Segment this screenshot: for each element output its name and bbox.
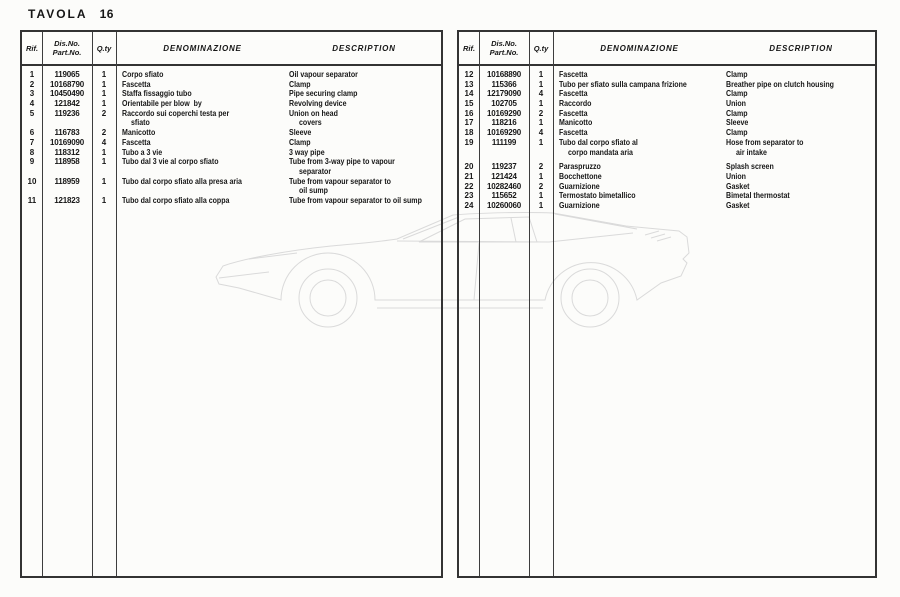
row-names — [116, 99, 441, 109]
page-title — [28, 7, 114, 21]
row-part-number: 116783 — [54, 128, 80, 138]
table-row — [22, 177, 441, 187]
row-description: Sleeve — [289, 128, 312, 138]
row-ref-number: 20 — [464, 162, 474, 172]
row-part-number: 10282460 — [487, 181, 521, 191]
row-part-number: 10450490 — [50, 89, 84, 99]
row-denominazione: Manicotto — [122, 128, 156, 138]
row-quantity: 1 — [538, 99, 544, 109]
row-names — [553, 109, 875, 119]
row-denominazione: Raccordo — [559, 99, 592, 109]
row-description: Sleeve — [726, 118, 749, 128]
row-description: Oil vapour separator — [289, 70, 358, 79]
row-denominazione: Guarnizione — [559, 200, 600, 210]
row-names — [553, 89, 875, 99]
row-part-number: 118216 — [491, 118, 517, 128]
row-part-number: 12179090 — [487, 89, 521, 99]
table-row — [459, 148, 875, 158]
row-ref-number: 1 — [29, 70, 35, 79]
row-names — [116, 177, 441, 187]
table-row — [22, 128, 441, 138]
row-description: Tube from vapour separator to — [289, 176, 391, 186]
row-names — [553, 138, 875, 148]
row-denominazione: Fascetta — [559, 108, 588, 118]
column-header-part-number: Dis.No. Part.No. — [52, 38, 82, 57]
row-denominazione: Corpo sfiato — [122, 70, 164, 79]
row-part-number: 10169290 — [487, 108, 521, 118]
row-denominazione: sfiato — [131, 118, 150, 128]
table-row — [22, 99, 441, 109]
row-ref-number: 10 — [27, 176, 37, 186]
table-row — [22, 138, 441, 148]
row-denominazione: Tubo a 3 vie — [122, 147, 163, 157]
row-names — [116, 128, 441, 138]
row-ref-number — [22, 167, 42, 177]
row-ref-number: 9 — [29, 157, 35, 167]
row-names — [116, 70, 441, 80]
row-ref-number: 16 — [464, 108, 474, 118]
row-part-number: 118958 — [54, 157, 80, 167]
row-part-number: 102705 — [491, 99, 517, 109]
row-quantity: 2 — [538, 108, 544, 118]
row-quantity: 1 — [538, 79, 544, 89]
row-denominazione: Tubo dal corpo sfiato alla coppa — [122, 195, 230, 205]
row-names — [553, 148, 875, 158]
row-ref-number: 19 — [464, 137, 474, 147]
row-quantity — [92, 118, 116, 128]
row-description: separator — [299, 166, 332, 176]
row-denominazione: Guarnizione — [559, 181, 600, 191]
row-quantity: 2 — [538, 181, 544, 191]
row-description: Clamp — [726, 128, 748, 138]
row-ref-number: 13 — [464, 79, 474, 89]
column-header-rif: Rif. — [25, 43, 39, 53]
row-description: Splash screen — [726, 162, 774, 172]
row-description: Breather pipe on clutch housing — [726, 79, 834, 89]
row-denominazione: Fascetta — [122, 137, 151, 147]
column-header-denominazione: DENOMINAZIONE — [600, 43, 679, 53]
row-names — [553, 118, 875, 128]
table-row — [459, 191, 875, 201]
table-header — [459, 32, 875, 66]
row-part-number — [42, 118, 92, 128]
row-names — [553, 191, 875, 201]
row-denominazione: Fascetta — [122, 79, 151, 89]
row-names — [553, 80, 875, 90]
row-part-number — [479, 148, 529, 158]
row-description: Clamp — [726, 108, 748, 118]
row-description: Union — [726, 171, 746, 181]
row-denominazione: Paraspruzzo — [559, 162, 601, 172]
row-quantity: 1 — [101, 157, 107, 167]
column-header-description: DESCRIPTION — [769, 43, 833, 53]
row-part-number: 121424 — [491, 171, 517, 181]
row-description: Pipe securing clamp — [289, 89, 358, 99]
column-header-denominazione: DENOMINAZIONE — [163, 43, 242, 53]
row-denominazione: Tubo dal corpo sfiato al — [559, 137, 638, 147]
row-part-number: 10169290 — [487, 128, 521, 138]
row-denominazione: Bocchettone — [559, 171, 602, 181]
row-quantity: 1 — [101, 176, 107, 186]
table-row — [459, 128, 875, 138]
row-quantity: 1 — [538, 118, 544, 128]
table-rows — [22, 64, 441, 576]
table-row — [22, 157, 441, 167]
parts-table-left — [20, 30, 443, 578]
row-denominazione: Tubo per sfiato sulla campana frizione — [559, 79, 687, 89]
row-denominazione: Tubo dal 3 vie al corpo sfiato — [122, 157, 219, 167]
row-description: Revolving device — [289, 99, 347, 109]
table-rows — [459, 64, 875, 576]
row-ref-number: 3 — [29, 89, 35, 99]
row-description: air intake — [736, 147, 767, 157]
row-denominazione: Fascetta — [559, 89, 588, 99]
row-names — [116, 80, 441, 90]
row-names — [116, 167, 441, 177]
row-denominazione: Fascetta — [559, 70, 588, 79]
row-ref-number: 18 — [464, 128, 474, 138]
row-description: Clamp — [726, 70, 748, 79]
row-quantity: 4 — [101, 137, 107, 147]
row-part-number: 10169090 — [50, 137, 84, 147]
row-quantity: 1 — [538, 171, 544, 181]
row-quantity — [92, 167, 116, 177]
row-quantity: 1 — [101, 147, 107, 157]
table-row — [22, 167, 441, 177]
row-part-number: 115366 — [491, 79, 517, 89]
row-ref-number: 24 — [464, 200, 474, 210]
row-denominazione: Raccordo sui coperchi testa per — [122, 108, 230, 118]
row-names — [553, 99, 875, 109]
row-part-number: 119237 — [491, 162, 517, 172]
row-names — [553, 70, 875, 80]
row-part-number — [42, 167, 92, 177]
row-ref-number: 6 — [29, 128, 35, 138]
table-header — [22, 32, 441, 66]
row-ref-number: 15 — [464, 99, 474, 109]
table-row — [22, 89, 441, 99]
table-row — [459, 182, 875, 192]
row-quantity: 2 — [538, 162, 544, 172]
table-row — [459, 80, 875, 90]
row-names — [553, 172, 875, 182]
row-description: Clamp — [726, 89, 748, 99]
row-quantity: 1 — [538, 137, 544, 147]
row-quantity: 4 — [538, 128, 544, 138]
row-names — [116, 148, 441, 158]
row-names — [553, 201, 875, 211]
row-ref-number: 11 — [27, 195, 37, 205]
row-denominazione: Tubo dal corpo sfiato alla presa aria — [122, 176, 242, 186]
row-ref-number: 2 — [29, 79, 35, 89]
row-part-number: 119236 — [54, 108, 80, 118]
table-row — [22, 109, 441, 119]
row-part-number: 10260060 — [487, 200, 521, 210]
row-ref-number — [22, 118, 42, 128]
row-quantity: 1 — [101, 99, 107, 109]
row-quantity: 1 — [538, 191, 544, 201]
row-quantity: 2 — [101, 128, 107, 138]
row-quantity: 1 — [101, 70, 107, 79]
row-ref-number: 17 — [464, 118, 474, 128]
row-quantity: 4 — [538, 89, 544, 99]
row-ref-number: 7 — [29, 137, 35, 147]
column-header-qty: Q.ty — [533, 43, 549, 53]
row-denominazione: Staffa fissaggio tubo — [122, 89, 192, 99]
row-ref-number — [459, 148, 479, 158]
parts-table-right — [457, 30, 877, 578]
row-names — [553, 182, 875, 192]
row-description: Hose from separator to — [726, 137, 804, 147]
row-part-number: 118959 — [54, 176, 80, 186]
row-denominazione: Orientabile per blow by — [122, 99, 202, 109]
row-ref-number: 4 — [29, 99, 35, 109]
row-quantity: 1 — [101, 195, 107, 205]
table-row — [459, 118, 875, 128]
row-part-number: 10168890 — [487, 70, 521, 79]
table-row — [459, 162, 875, 172]
row-names — [553, 128, 875, 138]
row-names — [553, 162, 875, 172]
table-row — [22, 80, 441, 90]
row-part-number: 111199 — [491, 137, 517, 147]
table-row — [459, 201, 875, 211]
row-denominazione: Manicotto — [559, 118, 593, 128]
table-row — [22, 70, 441, 80]
row-quantity: 1 — [101, 89, 107, 99]
row-names — [116, 138, 441, 148]
row-ref-number — [22, 186, 42, 196]
row-ref-number: 12 — [464, 70, 474, 79]
row-part-number: 10168790 — [50, 79, 84, 89]
row-quantity: 2 — [101, 108, 107, 118]
row-part-number: 121842 — [54, 99, 80, 109]
table-row — [22, 186, 441, 196]
row-names — [116, 186, 441, 196]
row-description: Gasket — [726, 181, 750, 191]
table-row — [459, 99, 875, 109]
table-row — [459, 138, 875, 148]
row-ref-number: 21 — [464, 171, 474, 181]
row-names — [116, 157, 441, 167]
row-description: Clamp — [289, 79, 311, 89]
table-row — [22, 118, 441, 128]
row-denominazione: Termostato bimetallico — [559, 191, 636, 201]
row-quantity: 1 — [101, 79, 107, 89]
table-row — [459, 172, 875, 182]
table-row — [459, 70, 875, 80]
row-description: Bimetal thermostat — [726, 191, 790, 201]
row-denominazione: Fascetta — [559, 128, 588, 138]
page-title-label: TAVOLA — [28, 7, 88, 21]
row-part-number: 118312 — [54, 147, 80, 157]
row-names — [116, 89, 441, 99]
column-header-rif: Rif. — [462, 43, 476, 53]
row-part-number — [42, 186, 92, 196]
table-row — [22, 196, 441, 206]
row-description: Union on head — [289, 108, 338, 118]
row-ref-number: 14 — [464, 89, 474, 99]
row-description: Clamp — [289, 137, 311, 147]
table-row — [22, 148, 441, 158]
row-names — [116, 109, 441, 119]
row-description: Tube from 3-way pipe to vapour — [289, 157, 395, 167]
row-quantity: 1 — [538, 200, 544, 210]
row-part-number: 115652 — [491, 191, 517, 201]
row-denominazione: corpo mandata aria — [568, 147, 633, 157]
row-description: Union — [726, 99, 746, 109]
row-description: covers — [299, 118, 322, 128]
column-header-part-number: Dis.No. Part.No. — [489, 38, 519, 57]
row-description: oil sump — [299, 186, 328, 196]
row-ref-number: 8 — [29, 147, 35, 157]
row-ref-number: 5 — [29, 108, 35, 118]
row-quantity — [92, 186, 116, 196]
row-ref-number: 23 — [464, 191, 474, 201]
row-part-number: 121823 — [54, 195, 80, 205]
column-header-description: DESCRIPTION — [332, 43, 396, 53]
row-names — [116, 118, 441, 128]
row-part-number: 119065 — [54, 70, 80, 79]
row-description: 3 way pipe — [289, 147, 325, 157]
table-row — [459, 109, 875, 119]
row-names — [116, 196, 441, 206]
row-quantity: 1 — [538, 70, 544, 79]
row-ref-number: 22 — [464, 181, 474, 191]
table-row — [459, 89, 875, 99]
row-description: Tube from vapour separator to oil sump — [289, 195, 422, 205]
page-title-number: 16 — [99, 7, 114, 21]
row-quantity — [529, 148, 553, 158]
row-description: Gasket — [726, 200, 750, 210]
column-header-qty: Q.ty — [96, 43, 112, 53]
